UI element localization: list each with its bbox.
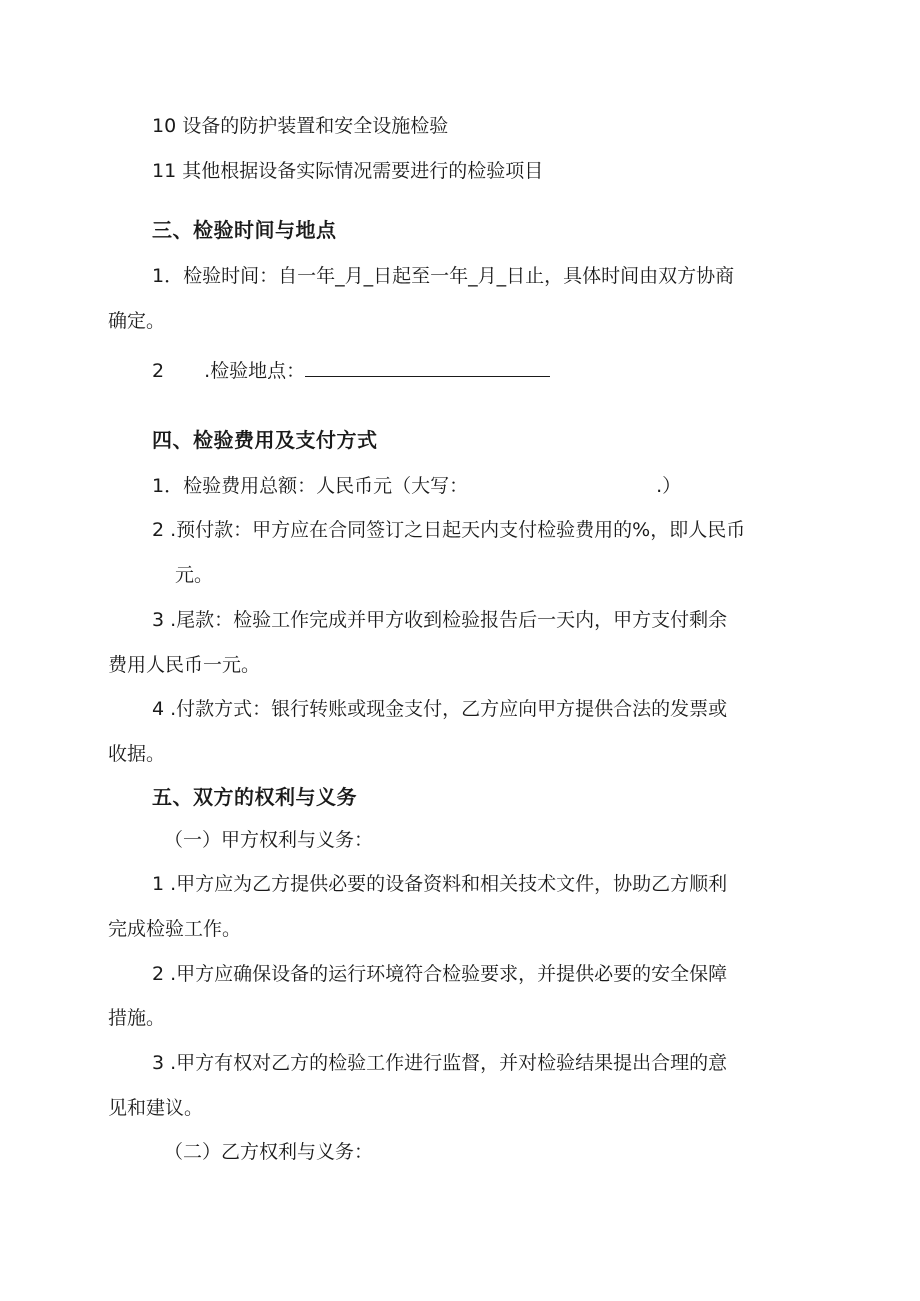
section-4-item-1 [152,474,681,498]
party-a-item-2-line-1: 2 .甲方应确保设备的运行环境符合检验要求，并提供必要的安全保障 [152,963,728,985]
party-a-item-2-line-2: 措施。 [108,1007,166,1029]
section-4-item-3-line-2: 费用人民币一元。 [108,654,261,676]
section-4-item-2-line-1: 2 .预付款：甲方应在合同签订之日起天内支付检验费用的%，即人民币 [152,519,746,541]
item-number: 2 [152,360,165,382]
list-item-10: 10 设备的防护装置和安全设施检验 [152,115,449,137]
list-item-11: 11 其他根据设备实际情况需要进行的检验项目 [152,160,544,182]
inspection-location-label: .检验地点： [204,360,306,382]
section-4-heading: 四、检验费用及支付方式 [152,428,378,452]
party-a-item-3-line-2: 见和建议。 [108,1097,204,1119]
party-a-heading: （一）甲方权利与义务： [164,829,374,851]
section-4-item-4-line-2: 收据。 [108,743,166,765]
party-a-item-1-line-1: 1 .甲方应为乙方提供必要的设备资料和相关技术文件，协助乙方顺利 [152,873,728,895]
section-4-item-3-line-1: 3 .尾款：检验工作完成并甲方收到检验报告后一天内，甲方支付剩余 [152,609,728,631]
section-4-item-2-line-2: 元。 [175,564,214,586]
section-3-heading: 三、检验时间与地点 [152,218,337,242]
total-fee-end: .） [656,475,682,497]
section-5-heading: 五、双方的权利与义务 [152,785,357,809]
section-4-item-4-line-1: 4 .付款方式：银行转账或现金支付，乙方应向甲方提供合法的发票或 [152,698,728,720]
total-fee-label: 1．检验费用总额：人民币元（大写： [152,475,469,497]
section-3-item-1-line-1: 1．检验时间：自一年_月_日起至一年_月_日止，具体时间由双方协商 [152,265,735,287]
section-3-item-2 [152,359,550,383]
party-b-heading: （二）乙方权利与义务： [164,1141,374,1163]
party-a-item-3-line-1: 3 .甲方有权对乙方的检验工作进行监督，并对检验结果提出合理的意 [152,1052,728,1074]
section-3-item-1-line-2: 确定。 [108,310,166,332]
party-a-item-1-line-2: 完成检验工作。 [108,918,242,940]
inspection-location-blank [305,362,550,377]
